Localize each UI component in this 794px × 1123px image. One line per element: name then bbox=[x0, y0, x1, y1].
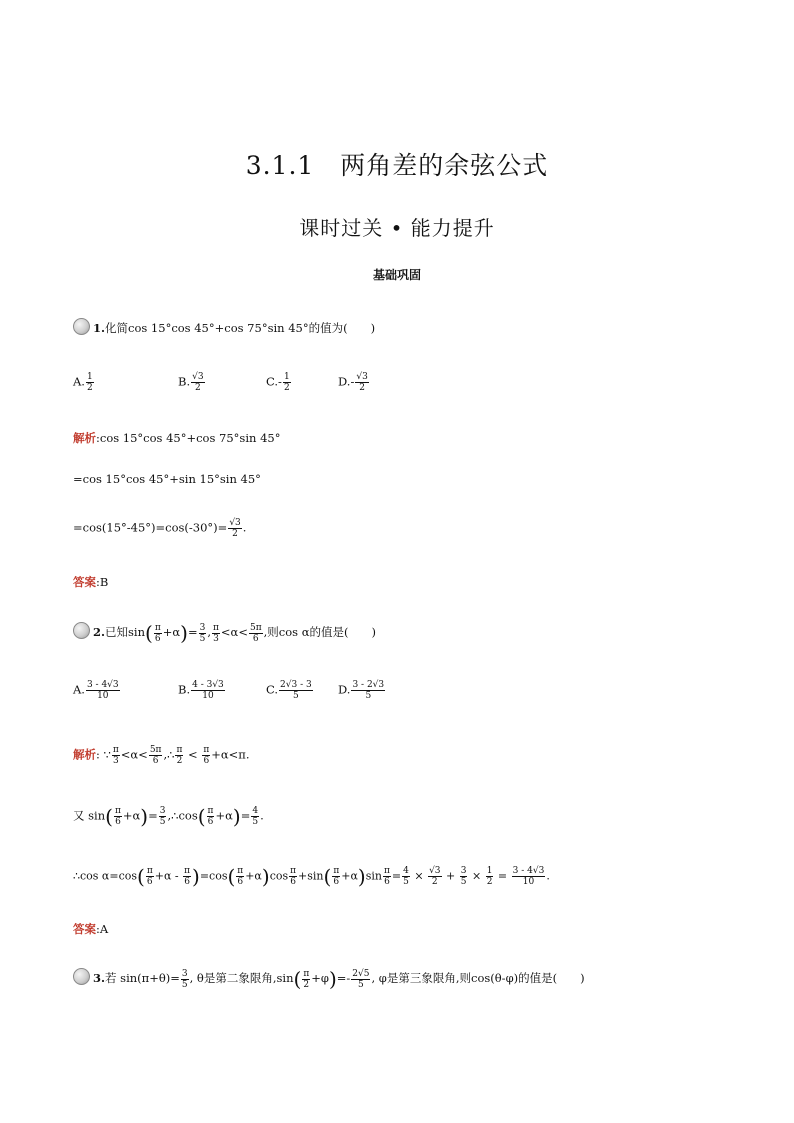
section-heading: 基础巩固 bbox=[372, 268, 421, 282]
question-marker-icon[interactable] bbox=[73, 318, 90, 335]
question-2: 2.已知sin( $\frac{\pi}{6}$ +α)= $\frac{3}{5}$ , $\frac{\pi}{3}$ <α< $\frac{5\pi}{6}$ ,则cos α的值是( ) bbox=[73, 622, 376, 644]
option-d[interactable]: D. $\frac{3 - 2√3}{5}$ bbox=[338, 680, 385, 701]
solution-2-line-1: 解析: ∵ $\frac{\pi}{3}$ <α< $\frac{5\pi}{6}$ ,∴ $\frac{\pi}{2}$ < $\frac{\pi}{6}$ +α<π. bbox=[73, 745, 250, 766]
question-1 bbox=[73, 318, 375, 337]
question-3: 3.若 sin(π+θ)= $\frac{3}{5}$ , θ是第二象限角,sin( $\frac{\pi}{2}$ +φ)=- $\frac{2√5}{5}$ , φ是第三象限角,则cos(θ-φ)的值是( ) bbox=[73, 968, 585, 990]
solution-1-line-1: 解析:cos 15°cos 45°+cos 75°sin 45° bbox=[73, 431, 281, 445]
answer-label: 答案 bbox=[73, 575, 96, 589]
option-b[interactable]: B. $\frac{4 - 3√3}{10}$ bbox=[178, 680, 224, 701]
solution-1-line-3: =cos(15°-45°)=cos(-30°)= $\frac{√3}{2}$ . bbox=[73, 518, 247, 539]
page-subtitle: 课时过关 • 能力提升 bbox=[299, 216, 495, 240]
fraction: $\frac{1}{2}$ bbox=[86, 372, 93, 393]
option-d[interactable]: D.- $\frac{√3}{2}$ bbox=[338, 372, 368, 393]
solution-2-line-2: 又 sin( $\frac{\pi}{6}$ +α)= $\frac{3}{5}$ ,∴cos( $\frac{\pi}{6}$ +α)= $\frac{4}{5}$ . bbox=[73, 804, 264, 829]
page-title: 3.1.1 两角差的余弦公式 bbox=[245, 151, 549, 180]
question-marker-icon[interactable] bbox=[73, 622, 90, 639]
solution-2-line-3: ∴cos α=cos( $\frac{\pi}{6}$ +α - $\frac{\pi}{6}$ )=cos( $\frac{\pi}{6}$ +α)cos $\frac{\pi}{6}$ +sin( $\frac{\pi}{6}$ +α)sin $\frac{\pi}{6}$ = $\frac{4}{5}$ × $\frac{√3}{2}$ + $\frac{3}{5}$ × $\frac{1}{2}$ = $\frac{3 - 4√3}{10}$ . bbox=[73, 864, 550, 889]
option-a[interactable]: A. $\frac{3 - 4√3}{10}$ bbox=[73, 680, 119, 701]
solution-1-line-2: =cos 15°cos 45°+sin 15°sin 45° bbox=[73, 472, 261, 486]
question-text: 化简cos 15°cos 45°+cos 75°sin 45°的值为( ) bbox=[105, 321, 376, 335]
option-c[interactable]: C. $\frac{2√3 - 3}{5}$ bbox=[266, 680, 312, 701]
fraction: $\frac{√3}{2}$ bbox=[356, 372, 368, 393]
question-number: 1. bbox=[93, 321, 106, 335]
option-b[interactable]: B. $\frac{√3}{2}$ bbox=[178, 372, 204, 393]
answer-2: 答案:A bbox=[73, 922, 109, 936]
solution-label: 解析 bbox=[73, 431, 96, 445]
option-c[interactable]: C.- $\frac{1}{2}$ bbox=[266, 372, 290, 393]
question-marker-icon[interactable] bbox=[73, 968, 90, 985]
fraction: $\frac{1}{2}$ bbox=[283, 372, 290, 393]
answer-1: 答案:B bbox=[73, 575, 109, 589]
fraction: $\frac{√3}{2}$ bbox=[192, 372, 204, 393]
fraction: $\frac{√3}{2}$ bbox=[229, 518, 241, 539]
option-a[interactable]: A. $\frac{1}{2}$ bbox=[73, 372, 93, 393]
